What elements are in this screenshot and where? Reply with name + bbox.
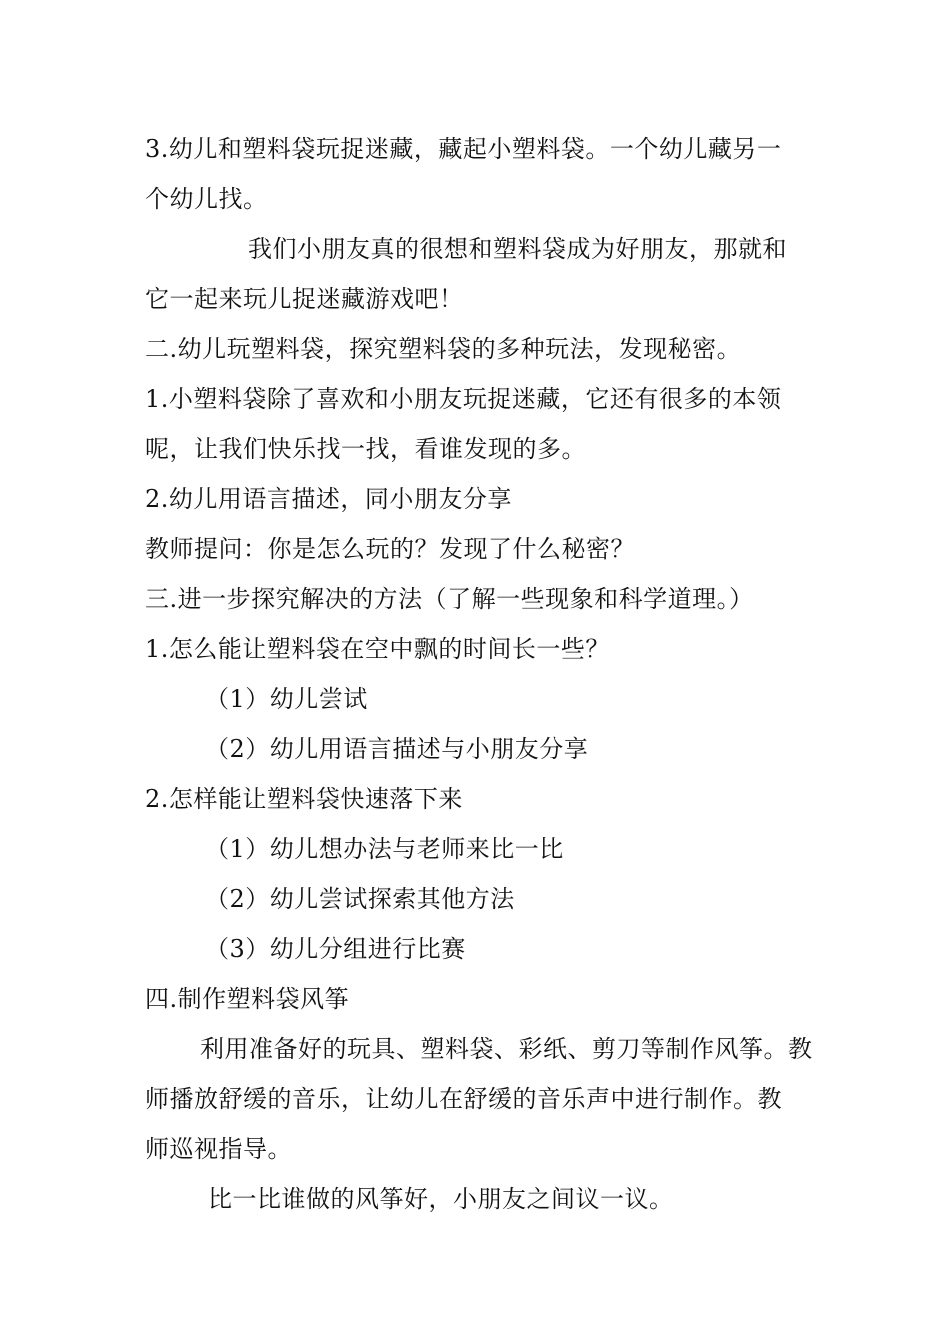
- text-line-compare: 比一比谁做的风筝好，小朋友之间议一议。: [208, 1185, 674, 1213]
- text-line-sub-1: （1）幼儿想办法与老师来比一比: [205, 835, 564, 863]
- text-line-sub-1: （1）幼儿尝试: [205, 685, 368, 713]
- section-heading-4: 四.制作塑料袋风筝: [145, 985, 350, 1013]
- section-heading-2: 二.幼儿玩塑料袋，探究塑料袋的多种玩法，发现秘密。: [145, 335, 742, 363]
- text-line-step-3: 3.幼儿和塑料袋玩捉迷藏，藏起小塑料袋。一个幼儿藏另一: [145, 135, 782, 163]
- text-line-item-2: 2.幼儿用语言描述，同小朋友分享: [145, 485, 512, 513]
- text-line-paragraph-cont: 它一起来玩儿捉迷藏游戏吧！: [145, 285, 464, 313]
- section-heading-3: 三.进一步探究解决的方法（了解一些现象和科学道理。）: [145, 585, 754, 613]
- text-line-paragraph: 我们小朋友真的很想和塑料袋成为好朋友，那就和: [248, 235, 787, 263]
- text-line-kite-paragraph: 利用准备好的玩具、塑料袋、彩纸、剪刀等制作风筝。教: [200, 1035, 813, 1063]
- text-line-sub-3: （3）幼儿分组进行比赛: [205, 935, 466, 963]
- text-line-item-1-cont: 呢，让我们快乐找一找，看谁发现的多。: [145, 435, 586, 463]
- text-line-kite-paragraph-cont: 师播放舒缓的音乐，让幼儿在舒缓的音乐声中进行制作。教: [145, 1085, 782, 1113]
- text-line-question-2: 2.怎样能让塑料袋快速落下来: [145, 785, 463, 813]
- text-line-item-1: 1.小塑料袋除了喜欢和小朋友玩捉迷藏，它还有很多的本领: [145, 385, 782, 413]
- text-line-teacher-question: 教师提问：你是怎么玩的？发现了什么秘密？: [145, 535, 635, 563]
- text-line-question-1: 1.怎么能让塑料袋在空中飘的时间长一些？: [145, 635, 610, 663]
- text-line-sub-2: （2）幼儿用语言描述与小朋友分享: [205, 735, 589, 763]
- text-line-sub-2: （2）幼儿尝试探索其他方法: [205, 885, 515, 913]
- text-line-step-3-cont: 个幼儿找。: [145, 185, 268, 213]
- text-line-kite-paragraph-end: 师巡视指导。: [145, 1135, 292, 1163]
